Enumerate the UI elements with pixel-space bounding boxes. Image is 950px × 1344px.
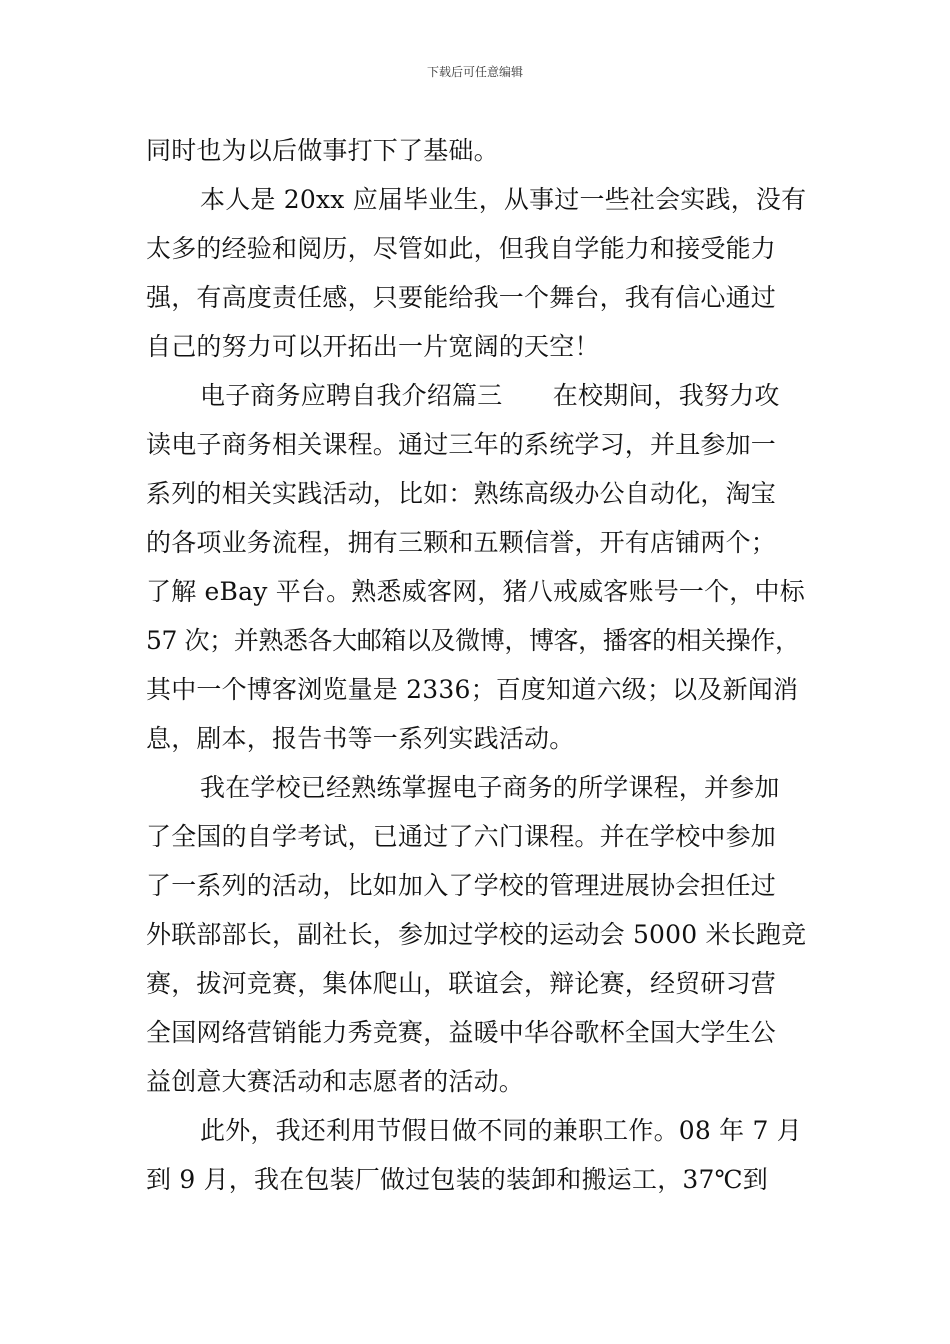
text-line-5: 自己的努力可以开拓出一片宽阔的天空！	[146, 332, 600, 361]
text-line-11: 57 次；并熟悉各大邮箱以及微博，博客，播客的相关操作，	[146, 626, 800, 655]
text-line-1: 同时也为以后做事打下了基础。	[146, 136, 499, 165]
text-line-21: 此外，我还利用节假日做不同的兼职工作。08 年 7 月	[200, 1116, 802, 1145]
text-line-14: 我在学校已经熟练掌握电子商务的所学课程，并参加	[200, 773, 780, 802]
text-line-18: 赛，拔河竞赛，集体爬山，联谊会，辩论赛，经贸研习营	[146, 969, 777, 998]
text-line-13: 息，剧本，报告书等一系列实践活动。	[146, 724, 575, 753]
text-line-22: 到 9 月，我在包装厂做过包装的装卸和搬运工，37℃到	[146, 1165, 768, 1194]
text-line-12: 其中一个博客浏览量是 2336；百度知道六级；以及新闻消	[146, 675, 799, 704]
page-header: 下载后可任意编辑	[426, 65, 523, 79]
document-body	[146, 126, 826, 1204]
text-line-9: 的各项业务流程，拥有三颗和五颗信誉，开有店铺两个；	[146, 528, 777, 557]
text-line-8: 系列的相关实践活动，比如：熟练高级办公自动化，淘宝	[146, 479, 777, 508]
text-line-16: 了一系列的活动，比如加入了学校的管理进展协会担任过	[146, 871, 777, 900]
text-line-15: 了全国的自学考试，已通过了六门课程。并在学校中参加	[146, 822, 777, 851]
text-line-20: 益创意大赛活动和志愿者的活动。	[146, 1067, 525, 1096]
text-line-4: 强，有高度责任感，只要能给我一个舞台，我有信心通过	[146, 283, 777, 312]
text-line-19: 全国网络营销能力秀竞赛，益暖中华谷歌杯全国大学生公	[146, 1018, 777, 1047]
text-line-10: 了解 eBay 平台。熟悉威客网，猪八戒威客账号一个，中标	[146, 577, 805, 606]
text-line-7: 读电子商务相关课程。通过三年的系统学习，并且参加一	[146, 430, 777, 459]
text-line-3: 太多的经验和阅历，尽管如此，但我自学能力和接受能力	[146, 234, 777, 263]
text-line-6: 电子商务应聘自我介绍篇三 在校期间，我努力攻	[200, 381, 780, 410]
text-line-17: 外联部部长，副社长，参加过学校的运动会 5000 米长跑竞	[146, 920, 807, 949]
text-line-2: 本人是 20xx 应届毕业生，从事过一些社会实践，没有	[200, 185, 807, 214]
